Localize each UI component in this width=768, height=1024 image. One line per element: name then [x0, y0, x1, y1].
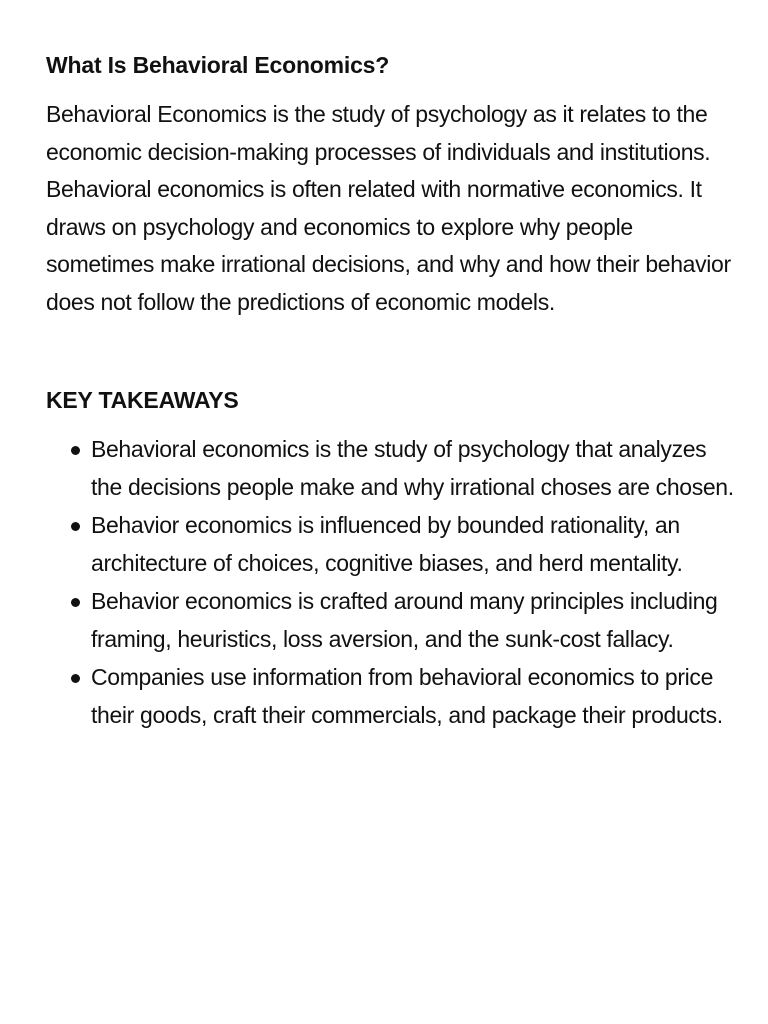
takeaway-item — [46, 659, 736, 734]
article — [46, 50, 736, 735]
bullet-icon — [71, 674, 80, 683]
takeaway-text: Companies use information from behavioral economics to price their goods, craft their commercials, and package their products. — [91, 664, 723, 728]
bullet-icon — [71, 522, 80, 531]
takeaway-text: Behavioral economics is the study of psychology that analyzes the decisions people make and why irrational choses are chosen. — [91, 436, 734, 500]
takeaway-item — [46, 431, 736, 506]
key-takeaways-list — [46, 431, 736, 734]
takeaway-item — [46, 507, 736, 582]
bullet-icon — [71, 598, 80, 607]
takeaway-text: Behavior economics is crafted around many principles including framing, heuristics, loss aversion, and the sunk-cost fallacy. — [91, 588, 718, 652]
takeaway-item — [46, 583, 736, 658]
article-heading: What Is Behavioral Economics? — [46, 52, 390, 78]
bullet-icon — [71, 446, 80, 455]
takeaway-text: Behavior economics is influenced by bounded rationality, an architecture of choices, cognitive biases, and herd mentality. — [91, 512, 683, 576]
intro-paragraph: Behavioral Economics is the study of psychology as it relates to the economic decision-making processes of individuals and institutions. Behavioral economics is often related with normative economics. It draws on psychology and economics to explore why people sometimes make irrational decisions, and why and how their behavior does not follow the predictions of economic models. — [46, 101, 731, 315]
key-takeaways-title: KEY TAKEAWAYS — [46, 387, 239, 413]
